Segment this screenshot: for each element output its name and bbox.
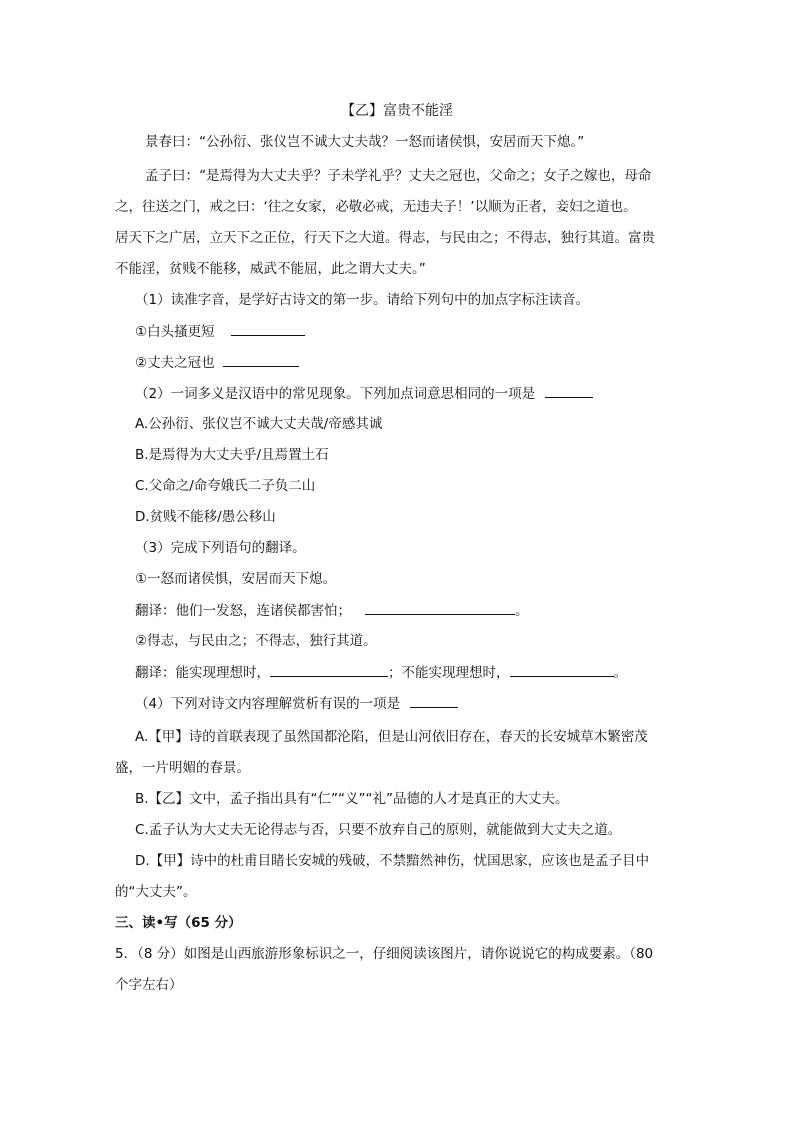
question-item — [135, 321, 715, 342]
question-5-cont: 个字左右） — [115, 977, 183, 993]
passage-line: 居天下之广居，立天下之正位，行天下之大道。得志，与民由之；不得志，独行其道。富贵 — [115, 230, 655, 246]
translation-text: ；不能实现理想时， — [388, 665, 510, 681]
option-b: B.【乙】文中，孟子指出具有“仁”“义”“礼”品德的人才是真正的大丈夫。 — [135, 791, 569, 807]
sentence-1: ①一怒而诸侯惧，安居而天下熄。 — [135, 571, 337, 587]
passage-title: 【乙】富贵不能淫 — [341, 103, 453, 119]
translation-text: 翻译：能实现理想时， — [135, 665, 270, 681]
translation-1 — [135, 600, 715, 621]
item-text: ①白头搔更短 — [135, 324, 215, 340]
answer-blank[interactable] — [510, 662, 614, 677]
item-text: ②丈夫之冠也 — [135, 355, 215, 371]
option-d: D.贫贱不能移/愚公移山 — [135, 509, 276, 525]
question-item — [135, 352, 715, 373]
option-a: A.【甲】诗的首联表现了虽然国都沦陷，但是山河依旧存在，春天的长安城草木繁密茂 — [135, 729, 648, 745]
question-stem — [135, 693, 715, 714]
translation-2 — [135, 662, 715, 683]
stem-text: （4）下列对诗文内容理解赏析有误的一项是 — [135, 696, 401, 712]
punct: 。 — [515, 603, 529, 619]
punct: 。 — [613, 665, 627, 681]
option-d-cont: 的“大丈夫”。 — [115, 884, 197, 900]
answer-blank[interactable] — [231, 321, 305, 336]
option-c: C.父命之/命夸娥氏二子负二山 — [135, 478, 316, 494]
question-5: 5．（8 分）如图是山西旅游形象标识之一，仔细阅读该图片，请你说说它的构成要素。（80 — [115, 946, 654, 962]
passage-line: 不能淫，贫贱不能移，威武不能屈，此之谓大丈夫。” — [115, 261, 426, 277]
passage-line: 之，往送之门，戒之曰：‘往之女家，必敬必戒，无违夫子！’以顺为正者，妾妇之道也。 — [115, 199, 637, 215]
option-d: D.【甲】诗中的杜甫目睹长安城的残破，不禁黯然神伤，忧国思家，应该也是孟子目中 — [135, 853, 650, 869]
answer-blank[interactable] — [270, 662, 388, 677]
option-c: C.孟子认为大丈夫无论得志与否，只要不放弃自己的原则，就能做到大丈夫之道。 — [135, 822, 622, 838]
answer-blank[interactable] — [223, 352, 299, 367]
option-a: A.公孙衍、张仪岂不诚大丈夫哉/帝感其诚 — [135, 416, 383, 432]
passage-line: 孟子曰：“是焉得为大丈夫乎？子未学礼乎？丈夫之冠也，父命之；女子之嫁也，母命 — [145, 168, 652, 184]
question-stem: （3）完成下列语句的翻译。 — [135, 540, 306, 556]
stem-text: （2）一词多义是汉语中的常见现象。下列加点词意思相同的一项是 — [135, 386, 536, 402]
translation-text: 翻译：他们一发怒，连诸侯都害怕； — [135, 603, 351, 619]
answer-blank[interactable] — [410, 693, 458, 708]
section-heading: 三、读•写（65 分） — [115, 915, 242, 931]
answer-blank[interactable] — [545, 383, 593, 398]
option-b: B.是焉得为大丈夫乎/且焉置土石 — [135, 447, 329, 463]
option-a-cont: 盛，一片明媚的春景。 — [115, 760, 250, 776]
answer-blank[interactable] — [365, 600, 515, 615]
passage-line: 景春曰：“公孙衍、张仪岂不诚大丈夫哉？一怒而诸侯惧，安居而天下熄。” — [145, 134, 585, 150]
question-stem — [135, 383, 715, 404]
question-stem: （1）读准字音，是学好古诗文的第一步。请给下列句中的加点字标注读音。 — [135, 292, 590, 308]
sentence-2: ②得志，与民由之；不得志，独行其道。 — [135, 633, 377, 649]
